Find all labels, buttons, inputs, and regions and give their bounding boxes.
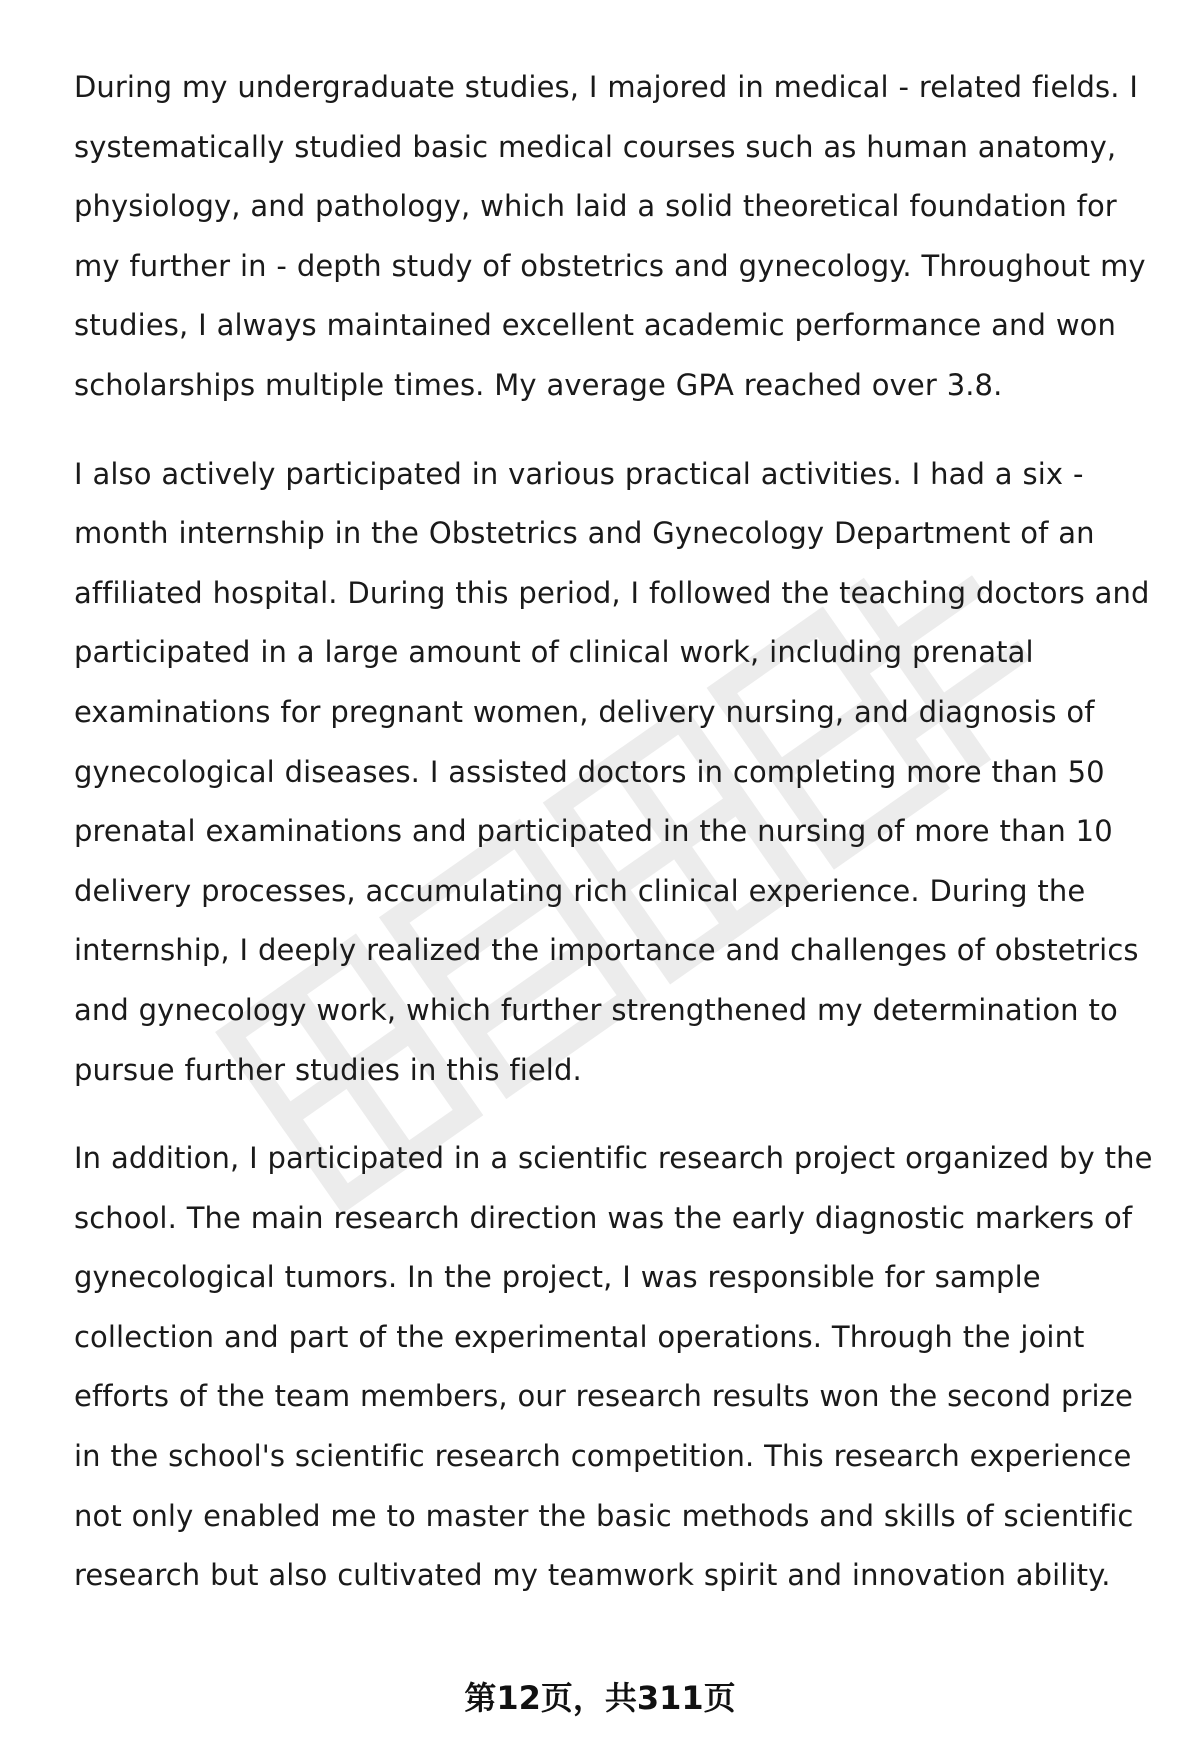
paragraph-undergraduate-studies: During my undergraduate studies, I majored in medical - related fields. I systematically studied basic medical courses such as human anatomy, physiology, and pathology, which laid a solid theoretical foundation for my further in - depth study of obstetrics and gynecology. Throughout my studies, I always maintained excellent academic performance and won scholarships multiple times. My average GPA reached over 3.8. — [74, 70, 1146, 402]
paragraph-research-project: In addition, I participated in a scientific research project organized by the school. The main research direction was the early diagnostic markers of gynecological tumors. In the project, I was responsible for sample collection and part of the experimental operations. Through the joint efforts of the team members, our research results won the second prize in the school's scientific research competition. This research experience not only enabled me to master the basic methods and skills of scientific research but also cultivated my teamwork spirit and innovation ability. — [74, 1141, 1153, 1593]
paragraph-practical-activities: I also actively participated in various practical activities. I had a six - month internship in the Obstetrics and Gynecology Department of an affiliated hospital. During this period, I followed the teaching doctors and participated in a large amount of clinical work, including prenatal examinations for pregnant women, delivery nursing, and diagnosis of gynecological diseases. I assisted doctors in completing more than 50 prenatal examinations and participated in the nursing of more than 10 delivery processes, accumulating rich clinical experience. During the internship, I deeply realized the importance and challenges of obstetrics and gynecology work, which further strengthened my determination to pursue further studies in this field. — [74, 456, 1150, 1087]
document-body — [74, 58, 1154, 1635]
page-indicator: 第12页，共311页 — [464, 1679, 736, 1717]
